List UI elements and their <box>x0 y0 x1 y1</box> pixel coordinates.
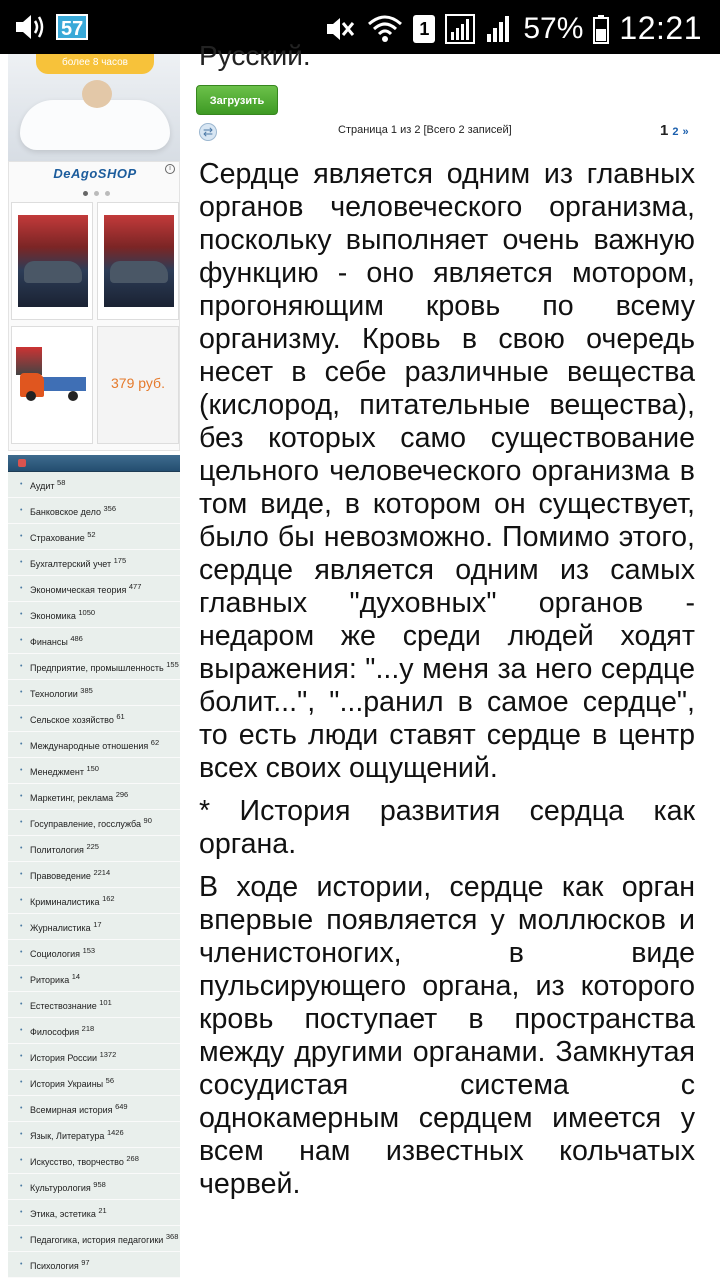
category-item[interactable] <box>8 1070 180 1096</box>
bullet-icon: • <box>20 922 23 930</box>
category-count: 17 <box>93 920 102 929</box>
category-count: 150 <box>86 764 99 773</box>
header-icon <box>18 459 26 467</box>
category-count: 1426 <box>106 1128 124 1137</box>
category-count: 162 <box>102 894 115 903</box>
bullet-icon: • <box>20 584 23 592</box>
category-item[interactable] <box>8 914 180 940</box>
shop-ad[interactable] <box>8 161 180 451</box>
category-label: Страхование <box>30 533 85 543</box>
ad-person-image <box>82 80 112 108</box>
category-item[interactable] <box>8 1018 180 1044</box>
pager-prev-icon[interactable]: ⇄ <box>199 123 217 141</box>
bullet-icon: • <box>20 844 23 852</box>
category-count: 649 <box>115 1102 128 1111</box>
category-label: Социология <box>30 949 81 959</box>
category-list <box>8 472 180 1278</box>
signal-icon <box>445 14 475 44</box>
bullet-icon: • <box>20 714 23 722</box>
category-label: Педагогика, история педагогики <box>30 1235 164 1245</box>
page-link-2[interactable]: 2 <box>672 126 679 138</box>
category-count: 296 <box>115 790 129 799</box>
category-label: Менеджмент <box>30 767 84 777</box>
battery-percent: 57% <box>523 11 584 45</box>
shop-logo: DeAgoSHOP <box>53 166 137 181</box>
category-count: 1050 <box>78 608 96 617</box>
bullet-icon: • <box>20 1078 23 1086</box>
category-count: 61 <box>116 712 125 721</box>
category-label: Международные отношения <box>30 741 149 751</box>
category-label: Предприятие, промышленность <box>30 663 164 673</box>
category-count: 21 <box>98 1206 107 1215</box>
category-label: Искусство, творчество <box>30 1157 124 1167</box>
category-count: 14 <box>71 972 81 981</box>
page-current: 1 <box>660 122 669 139</box>
category-count: 101 <box>99 998 112 1007</box>
category-label: История России <box>30 1053 98 1063</box>
category-item[interactable] <box>8 472 180 498</box>
category-item[interactable] <box>8 1122 180 1148</box>
category-count: 268 <box>126 1154 139 1163</box>
category-label: Бухгалтерский учет <box>30 559 112 569</box>
category-item[interactable] <box>8 966 180 992</box>
category-label: Аудит <box>30 481 55 491</box>
category-item[interactable] <box>8 758 180 784</box>
category-item[interactable] <box>8 1148 180 1174</box>
product-tile[interactable] <box>97 202 179 320</box>
category-item[interactable] <box>8 706 180 732</box>
bullet-icon: • <box>20 506 23 514</box>
category-item[interactable] <box>8 784 180 810</box>
category-label: Маркетинг, реклама <box>30 793 114 803</box>
car-image <box>110 261 168 283</box>
upload-button[interactable]: Загрузить <box>196 85 278 115</box>
ad-info-icon[interactable]: i <box>165 164 175 174</box>
volume-icon <box>14 12 46 42</box>
bullet-icon: • <box>20 1234 23 1242</box>
category-label: Сельское хозяйство <box>30 715 114 725</box>
category-count: 97 <box>81 1258 90 1267</box>
category-count: 385 <box>80 686 93 695</box>
category-label: История Украины <box>30 1079 104 1089</box>
truck-image <box>20 365 86 401</box>
category-item[interactable] <box>8 836 180 862</box>
category-label: Язык, Литература <box>30 1131 105 1141</box>
bullet-icon: • <box>20 1156 23 1164</box>
bullet-icon: • <box>20 636 23 644</box>
category-label: Этика, эстетика <box>30 1209 96 1219</box>
article-paragraph: Сердце является одним из главных органов человеческого организма, поскольку выполняет очень важную функцию - оно является мотором, прогоняющим кровь по всему организму. Кровь в свою очередь несет в себе различные вещества (кислород, питательные вещества), без которых само существование цельного человеческого организма в том виде, в котором он существует, было бы невозможно. Помимо этого, сердце является одним из самых главных "духовных" органов - недаром же среди людей ходят выражения: "...у меня за него сердце болит...", "...ранил в самое сердце", то есть люди ставят сердце в центр всех своих ощущений. <box>199 158 695 784</box>
car-image <box>24 261 82 283</box>
category-count: 155 <box>166 660 179 669</box>
status-bar <box>0 0 720 54</box>
category-count: 58 <box>57 478 66 487</box>
category-item[interactable] <box>8 888 180 914</box>
category-label: Всемирная история <box>30 1105 113 1115</box>
category-count: 1372 <box>99 1050 117 1059</box>
category-item[interactable] <box>8 862 180 888</box>
category-label: Риторика <box>30 975 70 985</box>
truncated-text: Русский. <box>199 40 311 71</box>
category-item[interactable] <box>8 1096 180 1122</box>
carousel-dots[interactable] <box>83 191 110 196</box>
product-tile[interactable] <box>11 326 93 444</box>
bullet-icon: • <box>20 1052 23 1060</box>
section-heading: * История развития сердца как органа. <box>199 795 695 860</box>
category-count: 486 <box>70 634 83 643</box>
bullet-icon: • <box>20 740 23 748</box>
category-count: 225 <box>86 842 99 851</box>
bullet-icon: • <box>20 610 23 618</box>
category-label: Психология <box>30 1261 79 1271</box>
bullet-icon: • <box>20 1026 23 1034</box>
category-count: 218 <box>81 1024 95 1033</box>
category-label: Правоведение <box>30 871 91 881</box>
bullet-icon: • <box>20 662 23 670</box>
category-item[interactable] <box>8 810 180 836</box>
bullet-icon: • <box>20 1208 23 1216</box>
product-price: 379 руб. <box>111 375 165 391</box>
pagination <box>660 122 689 139</box>
category-count: 477 <box>128 582 142 591</box>
category-item[interactable] <box>8 940 180 966</box>
category-item[interactable] <box>8 1044 180 1070</box>
bullet-icon: • <box>20 1130 23 1138</box>
bullet-icon: • <box>20 948 23 956</box>
ad-banner-text: более 8 часов <box>36 54 154 74</box>
category-item[interactable] <box>8 628 180 654</box>
category-label: Культурология <box>30 1183 91 1193</box>
category-item[interactable] <box>8 654 180 680</box>
category-item[interactable] <box>8 1200 180 1226</box>
bullet-icon: • <box>20 480 23 488</box>
mute-icon <box>325 14 357 44</box>
product-tile[interactable] <box>11 202 93 320</box>
bullet-icon: • <box>20 766 23 774</box>
product-tile[interactable] <box>97 326 179 444</box>
category-item[interactable] <box>8 524 180 550</box>
bullet-icon: • <box>20 896 23 904</box>
bullet-icon: • <box>20 532 23 540</box>
wifi-icon <box>367 14 403 44</box>
bullet-icon: • <box>20 558 23 566</box>
category-count: 958 <box>93 1180 106 1189</box>
category-label: Журналистика <box>30 923 91 933</box>
category-label: Политология <box>30 845 84 855</box>
category-item[interactable] <box>8 498 180 524</box>
category-count: 368 <box>165 1232 179 1241</box>
category-label: Криминалистика <box>30 897 100 907</box>
category-count: 52 <box>87 530 96 539</box>
category-label: Финансы <box>30 637 68 647</box>
category-label: Банковское дело <box>30 507 101 517</box>
pager-info: Страница 1 из 2 [Всего 2 записей] <box>338 124 512 136</box>
article-body <box>199 158 695 1211</box>
category-item[interactable] <box>8 576 180 602</box>
sim-slot-indicator: 1 <box>413 15 435 43</box>
bullet-icon: • <box>20 792 23 800</box>
notification-badge: 57 <box>56 14 88 40</box>
clock: 12:21 <box>619 10 702 46</box>
sleep-ad-banner[interactable] <box>8 54 180 161</box>
bullet-icon: • <box>20 1000 23 1008</box>
category-label: Естествознание <box>30 1001 97 1011</box>
category-label: Философия <box>30 1027 80 1037</box>
page-next-arrow[interactable]: » <box>682 126 689 138</box>
bullet-icon: • <box>20 974 23 982</box>
article-paragraph: В ходе истории, сердце как орган впервые появляется у моллюсков и членистоногих, в виде пульсирующего органа, из которого кровь поступает в пространства между другими органами. Замкнутая сосудистая система с однокамерным сердцем имеется у всем нам известных кольчатых червей. <box>199 871 695 1200</box>
bullet-icon: • <box>20 688 23 696</box>
category-count: 153 <box>82 946 96 955</box>
category-count: 90 <box>143 816 152 825</box>
categories-header <box>8 455 180 472</box>
bullet-icon: • <box>20 1104 23 1112</box>
bullet-icon: • <box>20 1182 23 1190</box>
category-item[interactable] <box>8 602 180 628</box>
category-item[interactable] <box>8 732 180 758</box>
category-count: 62 <box>150 738 160 747</box>
bullet-icon: • <box>20 870 23 878</box>
category-label: Технологии <box>30 689 78 699</box>
category-item[interactable] <box>8 992 180 1018</box>
category-item[interactable] <box>8 1252 180 1278</box>
category-item[interactable] <box>8 1174 180 1200</box>
category-label: Экономическая теория <box>30 585 127 595</box>
battery-icon <box>593 14 609 44</box>
category-label: Экономика <box>30 611 76 621</box>
category-count: 2214 <box>93 868 111 877</box>
category-item[interactable] <box>8 550 180 576</box>
category-count: 356 <box>103 504 117 513</box>
signal-bars-icon <box>485 14 513 44</box>
category-item[interactable] <box>8 1226 180 1252</box>
bullet-icon: • <box>20 818 23 826</box>
bullet-icon: • <box>20 1260 23 1268</box>
category-count: 56 <box>105 1076 114 1085</box>
category-label: Госуправление, госслужба <box>30 819 142 829</box>
category-item[interactable] <box>8 680 180 706</box>
category-count: 175 <box>113 556 127 565</box>
